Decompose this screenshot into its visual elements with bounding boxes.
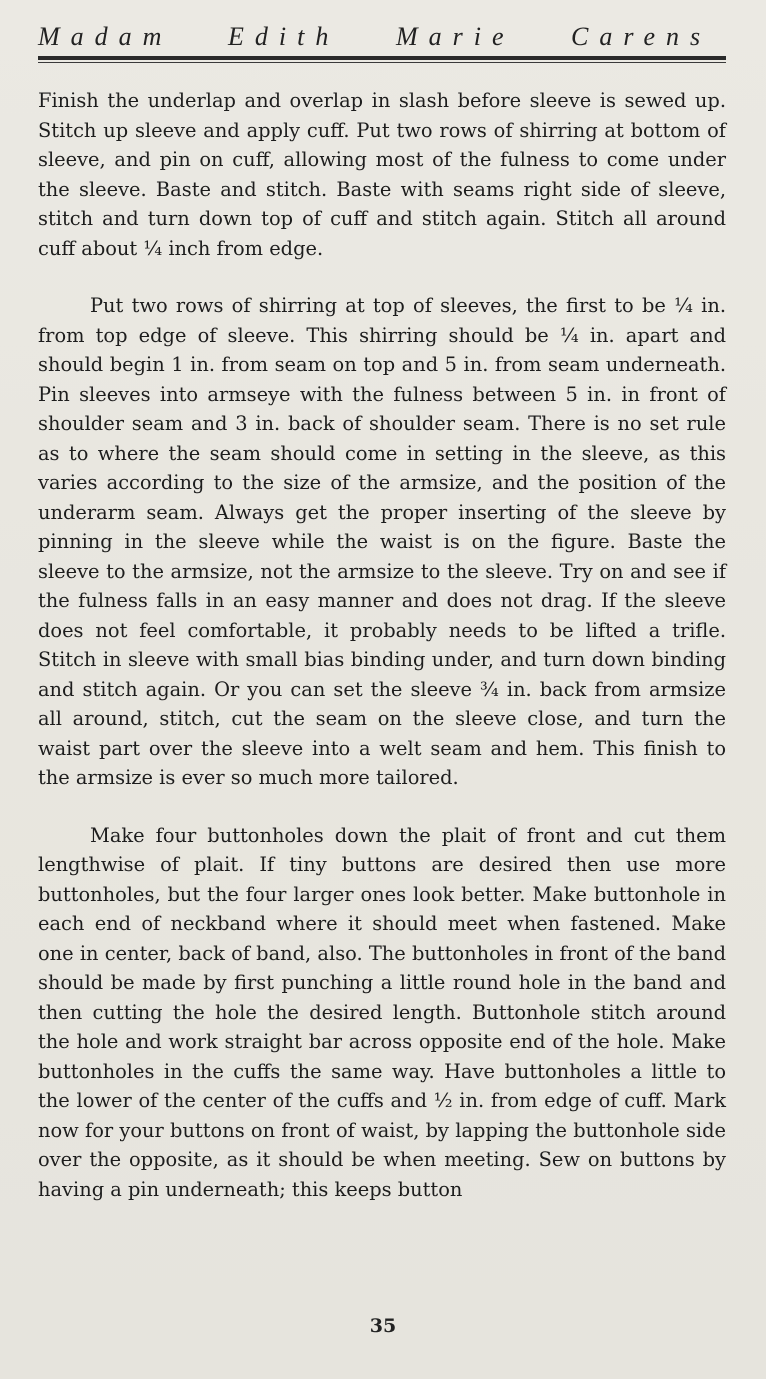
header-rule-thin [38, 62, 726, 63]
paragraph: Make four buttonholes down the plait of front and cut them lengthwise of plait. If tiny buttons are desired then use more buttonholes, but the four larger ones look better. Make buttonhole in each end of neckband where it should meet when fastened. Make one in center, back of band, also. The buttonholes in front of the band should be made by first punching a little round hole in the band and then cutting the hole the desired length. Buttonhole stitch around the hole and work straight bar across opposite end of the hole. Make buttonholes in the cuffs the same way. Have buttonholes a little to the lower of the center of the cuffs and ½ in. from edge of cuff. Mark now for your buttons on front of waist, by lapping the buttonhole side over the opposite, as it should be when meeting. Sew on buttons by having a pin underneath; this keeps button [38, 823, 726, 1201]
running-head-word: Carens [571, 22, 712, 51]
running-head [38, 22, 726, 56]
body-text [38, 86, 726, 1232]
running-head-word: Edith [228, 22, 340, 51]
paragraph: Put two rows of shirring at top of sleeves, the first to be ¼ in. from top edge of sleeve. This shirring should be ¼ in. apart and should begin 1 in. from seam on top and 5 in. from seam underneath. Pin sleeves into armseye with the fulness between 5 in. in front of shoulder seam and 3 in. back of shoulder seam. There is no set rule as to where the seam should come in setting in the sleeve, as this varies according to the size of the armsize, and the position of the underarm seam. Always get the proper inserting of the sleeve by pinning in the sleeve while the waist is on the figure. Baste the sleeve to the armsize, not the armsize to the sleeve. Try on and see if the fulness falls in an easy manner and does not drag. If the sleeve does not feel comfortable, it probably needs to be lifted a trifle. Stitch in sleeve with small bias binding under, and turn down binding and stitch again. Or you can set the sleeve ¾ in. back from armsize all around, stitch, cut the seam on the sleeve close, and turn the waist part over the sleeve into a welt seam and hem. This finish to the armsize is ever so much more tailored. [38, 294, 726, 789]
paragraph: Finish the underlap and overlap in slash before sleeve is sewed up. Stitch up sleeve and apply cuff. Put two rows of shirring at bottom of sleeve, and pin on cuff, allowing most of the fulness to come under the sleeve. Baste and stitch. Baste with seams right side of sleeve, stitch and turn down top of cuff and stitch again. Stitch all around cuff about ¼ inch from edge. [38, 89, 726, 260]
running-head-word: Madam [38, 22, 173, 51]
page-number: 35 [369, 1315, 397, 1337]
running-head-word: Marie [396, 22, 515, 51]
header-rule-thick [38, 56, 726, 60]
